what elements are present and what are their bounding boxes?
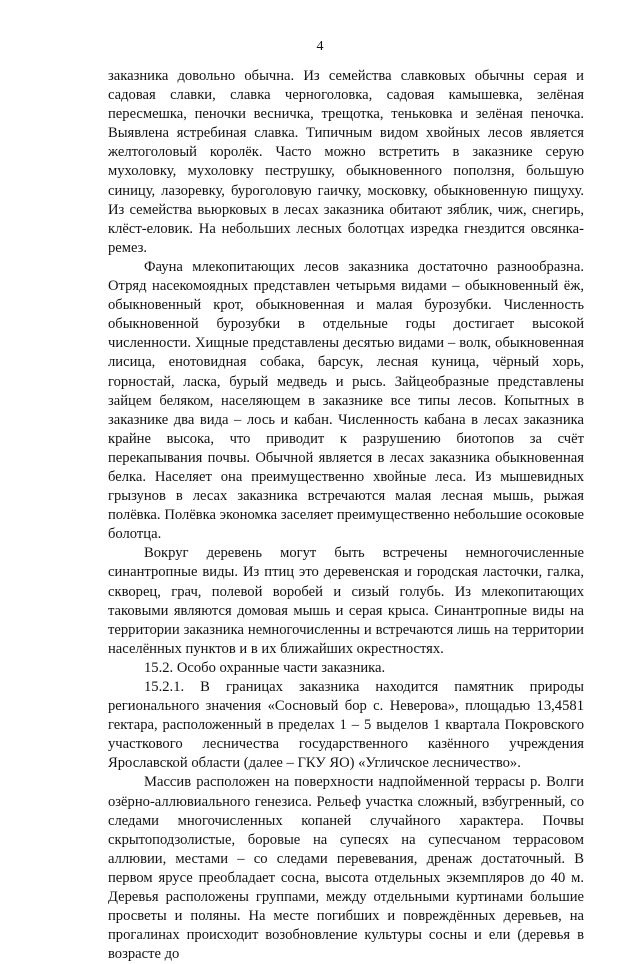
page-number: 4 [316,39,324,54]
paragraph-natural-monument: 15.2.1. В границах заказника находится памятник природы регионального значения «Сосновый бор с. Неверова», площадью 13,4581 гектара, расположенный в пределах 1 – 5 выделов 1 квартала Покровского участкового лесничества государственного казённого учреждения Ярославской области (далее – ГКУ ЯО) «Угличское лесничество». [108,679,584,772]
paragraph-massif-description: Массив расположен на поверхности надпойменной террасы р. Волги озёрно-аллювиального генезиса. Рельеф участка сложный, взбугренный, со следами многочисленных копаней случайного характера. Почвы скрытоподзолистые, боровые на супесях на супесчаном террасовом аллювии, местами – со следами перевевания, дренаж достаточный. В первом ярусе преобладает сосна, высота отдельных экземпляров до 40 м. Деревья расположены группами, между отдельными куртинами большие просветы и поляны. На месте погибших и повреждённых деревьев, на прогалинах происходит возобновление культуры сосны и ели (деревья в возрасте до [108,774,584,963]
paragraph-birds-continued: заказника довольно обычна. Из семейства славковых обычны серая и садовая славки, славка черноголовка, садовая камышевка, зелёная пересмешка, пеночки весничка, трещотка, теньковка и зелёная пеночка. Выявлена ястребиная славка. Типичным видом хвойных лесов является желтоголовый королёк. Часто можно встретить в заказнике серую мухоловку, мухоловку пеструшку, обыкновенного поползня, большую синицу, лазоревку, буроголовую гаичку, московку, обыкновенную пищуху. Из семейства вьюрковых в лесах заказника обитают зяблик, чиж, снегирь, клёст-еловик. На небольших лесных болотцах изредка гнездится овсянка-ремез. [108,68,584,256]
section-heading-protected-parts: 15.2. Особо охранные части заказника. [144,659,386,676]
paragraph-mammals: Фауна млекопитающих лесов заказника достаточно разнообразна. Отряд насекомоядных представлен четырьмя видами – обыкновенный ёж, обыкновенный крот, обыкновенная и малая бурозубки. Численность обыкновенной бурозубки в отдельные годы достигает высокой численности. Хищные представлены десятью видами – волк, обыкновенная лисица, енотовидная собака, барсук, лесная куница, чёрный хорь, горностай, ласка, бурый медведь и рысь. Зайцеобразные представлены зайцем беляком, населяющем в заказнике все типы лесов. Копытных в заказнике два вида – лось и кабан. Численность кабана в лесах заказника крайне высока, что приводит к разрушению биотопов за счёт перекапывания почвы. Обычной является в лесах заказника обыкновенная белка. Населяет она преимущественно хвойные леса. Из мышевидных грызунов в лесах заказника встречаются малая лесная мышь, рыжая полёвка. Полёвка экономка заселяет преимущественно небольшие осоковые болотца. [108,258,584,543]
document-body [108,67,584,964]
paragraph-synanthropic-species: Вокруг деревень могут быть встречены немногочисленные синантропные виды. Из птиц это деревенская и городская ласточки, галка, скворец, грач, полевой воробей и сизый голубь. Из млекопитающих таковыми являются домовая мышь и серая крыса. Синантропные виды на территории заказника немногочисленны и встречаются лишь на территории населённых пунктов и в их ближайших окрестностях. [108,545,584,657]
